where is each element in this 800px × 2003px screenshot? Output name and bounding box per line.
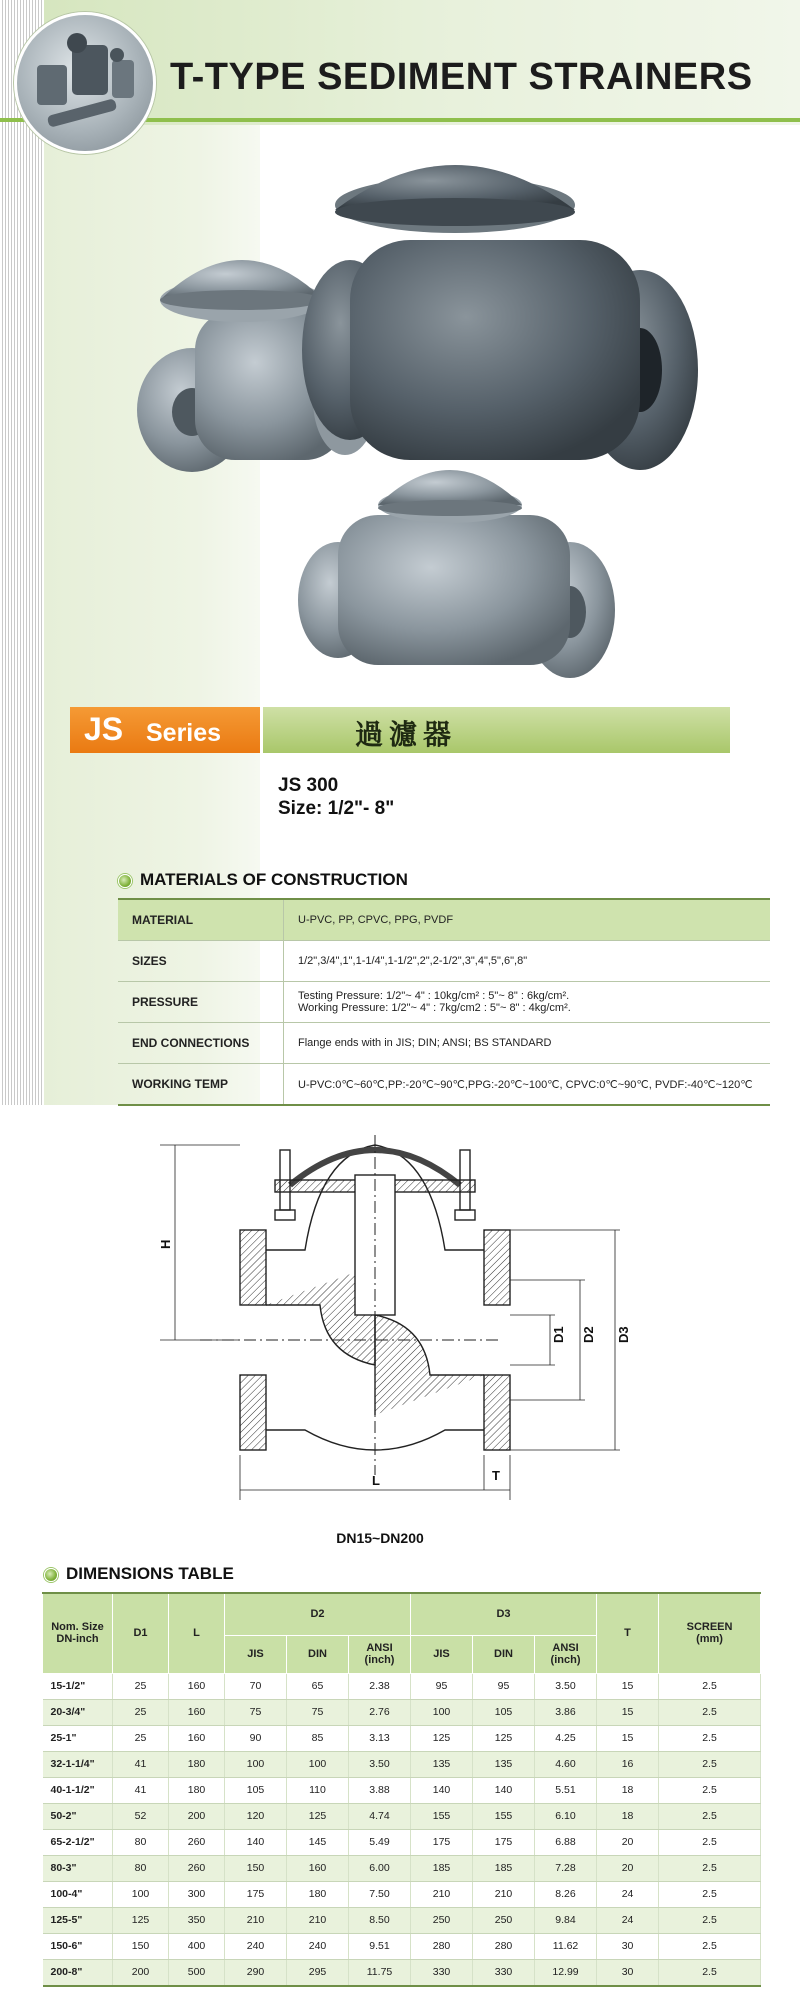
dimension-cell: 18 (597, 1803, 659, 1829)
table-row (43, 1673, 761, 1699)
dimension-cell: 11.75 (349, 1959, 411, 1986)
dimension-cell: 2.5 (659, 1777, 761, 1803)
materials-row (118, 982, 770, 1023)
dimension-cell: 90 (225, 1725, 287, 1751)
dimension-cell: 185 (411, 1855, 473, 1881)
nominal-size-cell: 150-6" (43, 1933, 113, 1959)
materials-value (284, 982, 771, 1023)
header-screen: SCREEN (mm) (659, 1593, 761, 1673)
nominal-size-cell: 125-5" (43, 1907, 113, 1933)
nominal-size-cell: 15-1/2" (43, 1673, 113, 1699)
dimension-cell: 6.88 (535, 1829, 597, 1855)
dimension-cell: 140 (411, 1777, 473, 1803)
dimension-cell: 70 (225, 1673, 287, 1699)
dimension-cell: 155 (411, 1803, 473, 1829)
dimension-cell: 210 (225, 1907, 287, 1933)
dimension-cell: 2.5 (659, 1881, 761, 1907)
label-t: T (492, 1468, 500, 1483)
series-chinese-name: 過濾器 (355, 719, 458, 750)
dimension-cell: 125 (287, 1803, 349, 1829)
dimension-cell: 400 (169, 1933, 225, 1959)
dimension-cell: 25 (113, 1725, 169, 1751)
dimension-cell: 2.5 (659, 1855, 761, 1881)
dimension-cell: 12.99 (535, 1959, 597, 1986)
dimension-cell: 4.25 (535, 1725, 597, 1751)
series-badge (70, 707, 260, 753)
dimension-cell: 100 (113, 1881, 169, 1907)
dimension-cell: 300 (169, 1881, 225, 1907)
dimension-cell: 210 (473, 1881, 535, 1907)
dimension-cell: 4.74 (349, 1803, 411, 1829)
dimension-cell: 160 (169, 1725, 225, 1751)
page-title: T-TYPE SEDIMENT STRAINERS (170, 56, 753, 98)
dimension-cell: 3.88 (349, 1777, 411, 1803)
label-h: H (158, 1239, 173, 1249)
dimension-cell: 2.5 (659, 1959, 761, 1986)
table-row (43, 1777, 761, 1803)
dimension-cell: 15 (597, 1725, 659, 1751)
bullet-icon (44, 1568, 58, 1582)
header-d3-din: DIN (473, 1635, 535, 1673)
materials-key: PRESSURE (118, 982, 284, 1023)
header-product-thumbnail (14, 12, 156, 154)
dimension-cell: 350 (169, 1907, 225, 1933)
header-d2-ansi: ANSI (inch) (349, 1635, 411, 1673)
dimension-cell: 30 (597, 1933, 659, 1959)
bullet-icon (118, 874, 132, 888)
dimension-cell: 125 (473, 1725, 535, 1751)
dimension-cell: 2.5 (659, 1673, 761, 1699)
materials-value-line: 1/2",3/4",1",1-1/4",1-1/2",2",2-1/2",3",4",5",6",8" (298, 955, 528, 967)
dimension-cell: 7.28 (535, 1855, 597, 1881)
dimension-cell: 100 (287, 1751, 349, 1777)
dimension-cell: 135 (473, 1751, 535, 1777)
label-d3: D3 (616, 1326, 631, 1343)
dimension-cell: 9.84 (535, 1907, 597, 1933)
dimension-cell: 100 (411, 1699, 473, 1725)
header-d2-jis: JIS (225, 1635, 287, 1673)
dimension-cell: 290 (225, 1959, 287, 1986)
nominal-size-cell: 80-3" (43, 1855, 113, 1881)
materials-value-line: Testing Pressure: 1/2"~ 4" : 10kg/cm² : 5"~ 8" : 6kg/cm². (298, 990, 570, 1002)
dimension-cell: 500 (169, 1959, 225, 1986)
materials-value-line: U-PVC:0℃~60℃,PP:-20℃~90℃,PPG:-20℃~100℃, CPVC:0℃~90℃, PVDF:-40℃~120℃ (298, 1078, 753, 1091)
dimension-cell: 180 (287, 1881, 349, 1907)
nominal-size-cell: 40-1-1/2" (43, 1777, 113, 1803)
dimension-cell: 175 (411, 1829, 473, 1855)
header-d1: D1 (113, 1593, 169, 1673)
dimension-cell: 6.10 (535, 1803, 597, 1829)
dimension-cell: 105 (225, 1777, 287, 1803)
model-number: JS 300 (278, 775, 339, 796)
nominal-size-cell: 50-2" (43, 1803, 113, 1829)
dimension-cell: 250 (473, 1907, 535, 1933)
dimension-cell: 80 (113, 1829, 169, 1855)
materials-section-title: MATERIALS OF CONSTRUCTION (140, 870, 408, 889)
dimension-cell: 5.49 (349, 1829, 411, 1855)
table-row (43, 1907, 761, 1933)
header-l: L (169, 1593, 225, 1673)
dimension-cell: 25 (113, 1673, 169, 1699)
dimension-cell: 260 (169, 1829, 225, 1855)
series-name-bar (260, 707, 730, 753)
materials-value (284, 899, 771, 941)
dimension-cell: 160 (169, 1673, 225, 1699)
materials-row (118, 941, 770, 982)
nominal-size-cell: 100-4" (43, 1881, 113, 1907)
dimension-cell: 150 (113, 1933, 169, 1959)
table-row (43, 1725, 761, 1751)
dimension-cell: 30 (597, 1959, 659, 1986)
dimension-cell: 260 (169, 1855, 225, 1881)
dimension-cell: 15 (597, 1673, 659, 1699)
dimension-cell: 3.13 (349, 1725, 411, 1751)
dimension-cell: 3.50 (535, 1673, 597, 1699)
dimension-cell: 2.76 (349, 1699, 411, 1725)
dimension-cell: 85 (287, 1725, 349, 1751)
dimension-cell: 4.60 (535, 1751, 597, 1777)
table-row (43, 1829, 761, 1855)
materials-value (284, 1023, 771, 1064)
dimension-cell: 11.62 (535, 1933, 597, 1959)
size-range: Size: 1/2"- 8" (278, 798, 395, 819)
dimension-cell: 160 (287, 1855, 349, 1881)
nominal-size-cell: 65-2-1/2" (43, 1829, 113, 1855)
dimension-cell: 24 (597, 1907, 659, 1933)
dimension-cell: 65 (287, 1673, 349, 1699)
materials-value-line: Flange ends with in JIS; DIN; ANSI; BS STANDARD (298, 1037, 552, 1049)
header-nom-size: Nom. Size DN-inch (43, 1593, 113, 1673)
dimension-cell: 75 (287, 1699, 349, 1725)
table-row (43, 1855, 761, 1881)
dimension-cell: 20 (597, 1829, 659, 1855)
materials-table (118, 898, 770, 1106)
valve-small-center (298, 470, 615, 678)
materials-key: SIZES (118, 941, 284, 982)
header-d3-ansi: ANSI (inch) (535, 1635, 597, 1673)
drawing-caption: DN15~DN200 (336, 1530, 424, 1546)
dimension-cell: 140 (473, 1777, 535, 1803)
table-row (43, 1751, 761, 1777)
dimension-cell: 6.00 (349, 1855, 411, 1881)
table-row (43, 1881, 761, 1907)
dimension-cell: 155 (473, 1803, 535, 1829)
header-d2: D2 (225, 1593, 411, 1635)
dimension-cell: 9.51 (349, 1933, 411, 1959)
dimension-cell: 41 (113, 1777, 169, 1803)
header-d3: D3 (411, 1593, 597, 1635)
dimension-cell: 160 (169, 1699, 225, 1725)
dimension-cell: 3.50 (349, 1751, 411, 1777)
dimension-cell: 250 (411, 1907, 473, 1933)
dimension-cell: 140 (225, 1829, 287, 1855)
dimension-cell: 180 (169, 1777, 225, 1803)
dimension-cell: 2.5 (659, 1829, 761, 1855)
dimension-cell: 16 (597, 1751, 659, 1777)
valve-large-right (302, 165, 698, 470)
table-row (43, 1933, 761, 1959)
series-prefix: JS (84, 711, 124, 747)
dimension-cell: 8.50 (349, 1907, 411, 1933)
dimension-cell: 95 (473, 1673, 535, 1699)
dimension-cell: 200 (113, 1959, 169, 1986)
table-row (43, 1699, 761, 1725)
table-row (43, 1803, 761, 1829)
materials-key: MATERIAL (118, 899, 284, 941)
dimension-cell: 95 (411, 1673, 473, 1699)
materials-key: END CONNECTIONS (118, 1023, 284, 1064)
dimension-cell: 125 (113, 1907, 169, 1933)
nominal-size-cell: 200-8" (43, 1959, 113, 1986)
nominal-size-cell: 32-1-1/4" (43, 1751, 113, 1777)
dimension-cell: 150 (225, 1855, 287, 1881)
dimension-cell: 2.5 (659, 1907, 761, 1933)
dimension-cell: 3.86 (535, 1699, 597, 1725)
dimension-cell: 5.51 (535, 1777, 597, 1803)
materials-value-line: U-PVC, PP, CPVC, PPG, PVDF (298, 914, 454, 926)
table-row (43, 1959, 761, 1986)
materials-value (284, 1064, 771, 1106)
dimension-cell: 105 (473, 1699, 535, 1725)
product-photo (120, 160, 720, 690)
dimension-cell: 2.5 (659, 1725, 761, 1751)
dimension-cell: 210 (287, 1907, 349, 1933)
dimension-cell: 52 (113, 1803, 169, 1829)
dimensions-table (42, 1592, 761, 1987)
decorative-stripe (0, 0, 44, 1105)
dimension-cell: 180 (169, 1751, 225, 1777)
dimension-cell: 2.5 (659, 1751, 761, 1777)
label-d1: D1 (551, 1326, 566, 1343)
materials-row (118, 1064, 770, 1106)
dimension-cell: 110 (287, 1777, 349, 1803)
dimension-cell: 80 (113, 1855, 169, 1881)
dimensions-section-title: DIMENSIONS TABLE (66, 1564, 234, 1583)
dimension-cell: 41 (113, 1751, 169, 1777)
dimension-cell: 200 (169, 1803, 225, 1829)
dimension-cell: 2.5 (659, 1803, 761, 1829)
dimension-cell: 2.5 (659, 1933, 761, 1959)
header-t: T (597, 1593, 659, 1673)
dimension-cell: 240 (225, 1933, 287, 1959)
dimension-cell: 24 (597, 1881, 659, 1907)
dimension-cell: 7.50 (349, 1881, 411, 1907)
dimension-cell: 330 (473, 1959, 535, 1986)
dimension-cell: 15 (597, 1699, 659, 1725)
dimension-cell: 185 (473, 1855, 535, 1881)
nominal-size-cell: 25-1" (43, 1725, 113, 1751)
dimension-cell: 120 (225, 1803, 287, 1829)
dimension-cell: 280 (411, 1933, 473, 1959)
dimension-cell: 2.38 (349, 1673, 411, 1699)
materials-row (118, 1023, 770, 1064)
dimension-cell: 2.5 (659, 1699, 761, 1725)
dimension-cell: 175 (225, 1881, 287, 1907)
dimension-cell: 100 (225, 1751, 287, 1777)
nominal-size-cell: 20-3/4" (43, 1699, 113, 1725)
label-d2: D2 (581, 1326, 596, 1343)
label-l: L (372, 1473, 380, 1488)
series-word: Series (146, 719, 222, 747)
materials-key: WORKING TEMP (118, 1064, 284, 1106)
dimension-cell: 175 (473, 1829, 535, 1855)
materials-row (118, 899, 770, 941)
dimension-cell: 18 (597, 1777, 659, 1803)
technical-drawing (158, 1125, 640, 1515)
dimension-cell: 75 (225, 1699, 287, 1725)
header-d3-jis: JIS (411, 1635, 473, 1673)
dimension-cell: 135 (411, 1751, 473, 1777)
dimension-cell: 145 (287, 1829, 349, 1855)
header-d2-din: DIN (287, 1635, 349, 1673)
materials-value-line: Working Pressure: 1/2"~ 4" : 7kg/cm2 : 5"~ 8" : 4kg/cm². (298, 1002, 571, 1014)
dimension-cell: 125 (411, 1725, 473, 1751)
materials-value (284, 941, 771, 982)
dimension-cell: 20 (597, 1855, 659, 1881)
dimension-cell: 25 (113, 1699, 169, 1725)
dimension-cell: 8.26 (535, 1881, 597, 1907)
dimension-cell: 295 (287, 1959, 349, 1986)
dimension-cell: 330 (411, 1959, 473, 1986)
dimension-cell: 210 (411, 1881, 473, 1907)
dimension-cell: 280 (473, 1933, 535, 1959)
dimension-cell: 240 (287, 1933, 349, 1959)
series-banner (70, 707, 730, 753)
